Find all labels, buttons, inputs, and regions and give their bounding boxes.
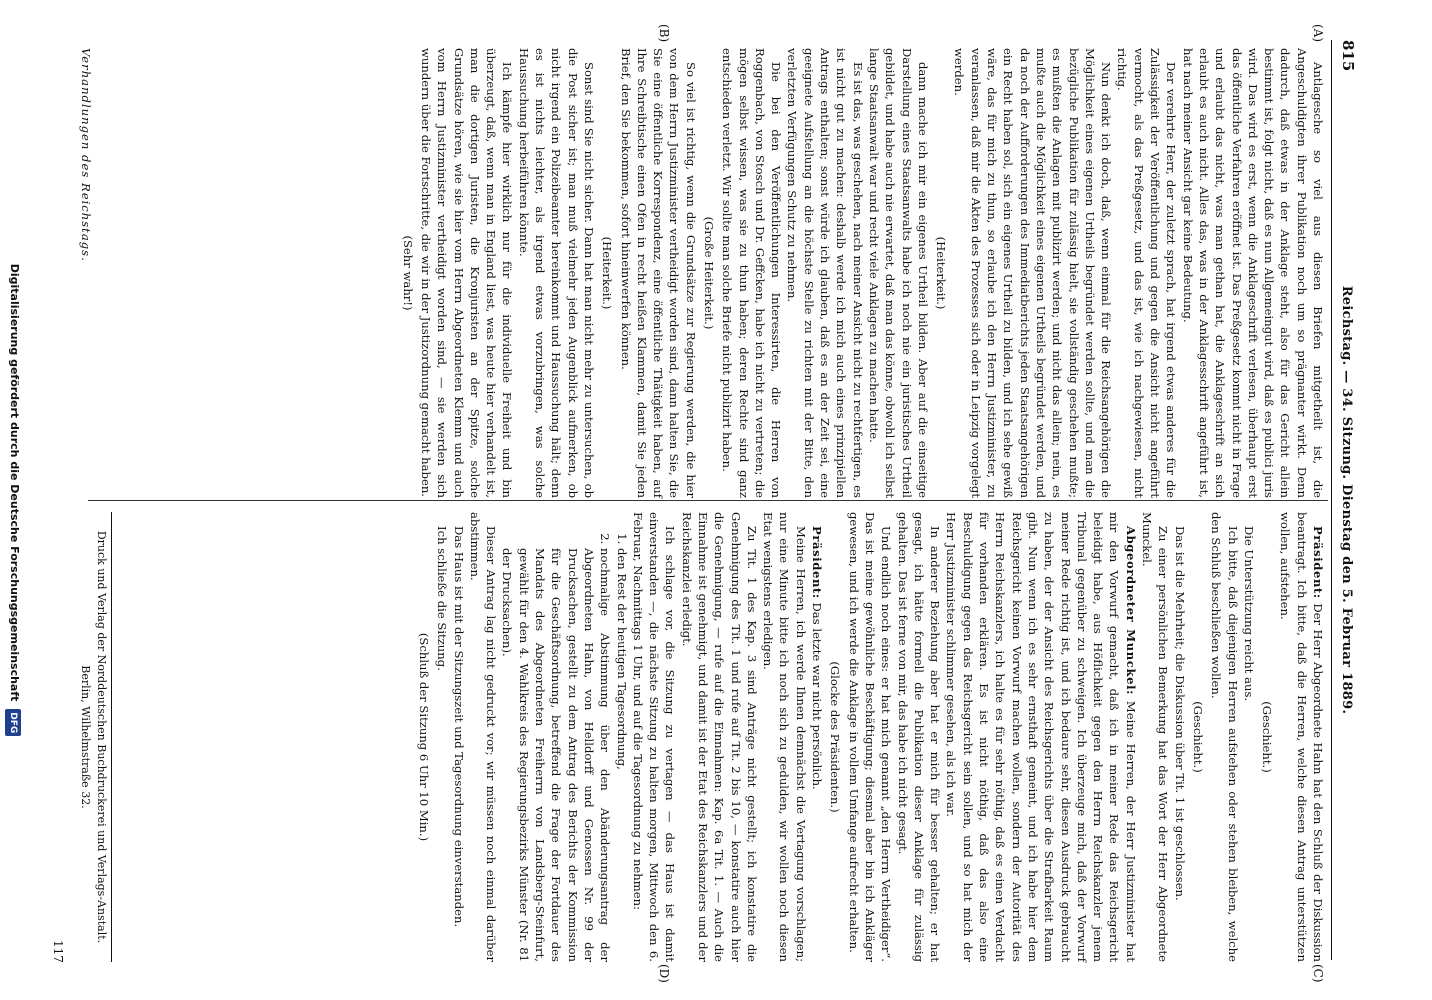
printer-line-1: Druck und Verlag der Norddeutschen Buchdruckerei und Verlags-Anstalt. xyxy=(93,512,112,962)
body-paragraph: Es ist das, was geschehen, nach meiner Ansicht nicht zu rechtfertigen, es ist nicht gut zu machen: deshalb werde ich mich auch eines prinzipiellen Antrags enthalten; sonst würde ich glauben, daß es an der Zeit sei, eine geeignete Aufstellung an die höchste Stelle zu richten mit der Bitte, den verletzten Verfügungen Schutz zu nehmen. xyxy=(785,48,865,498)
speech-paragraph xyxy=(809,512,825,962)
margin-mark-b: (B) xyxy=(657,24,671,43)
digitization-note xyxy=(5,0,22,1000)
speech-paragraph xyxy=(1277,512,1326,962)
agenda-item: 1. den Rest der heutigen Tagesordnung, xyxy=(613,548,629,962)
body-paragraph: Ich schließe die Sitzung. xyxy=(435,526,450,671)
footer-publication-title: Verhandlungen des Reichstags. xyxy=(79,48,93,262)
page-number: 815 xyxy=(1339,40,1357,72)
body-paragraph: Der verehrte Herr, der zuletzt sprach, hat irgend etwas anderes für die Zulässigkeit der Veröffentlichung und gegen die Ansicht nicht angeführt vermocht, als das Preßgesetz, und das ist, wie ich nachgewiesen, nicht richtig. xyxy=(1115,48,1179,498)
body-paragraph: Die bei den Veröffentlichungen Interessirten, die Herren von Roggenbach, von Stosch und Dr. Geffcken, habe ich nicht zu vertreten; die mögen selbst wissen, was sie zu thun haben; deren Rechte sind ganz entschieden verletzt. Wir sollte man solche Briefe nicht publizirt haben. xyxy=(720,48,784,498)
body-paragraph: Meine Herren, ich werde Ihnen demnächst die Vertagung vorschlagen; nur eine Minute bitte ich noch sich zu gedulden, wir wollen noch diesen Etat wenigstens erledigen. xyxy=(761,512,808,962)
right-column xyxy=(414,512,1326,962)
stage-direction: (Heiterkeit.) xyxy=(934,236,949,310)
body-paragraph: In anderer Beziehung aber hat er mich für besser gehalten; er hat gesagt, ich hätte formell die Publikation dieser Anklage für zulässig gehalten. Das ist ferne von mir, das habe ich nicht gesagt. xyxy=(895,512,943,962)
column-divider xyxy=(88,500,1328,501)
agenda-item: 2. nochmalige Abstimmung über den Abänderungsantrag der Abgeordneten Hahn, von Helldorff und Genossen Nr. 99 der Drucksachen, gestellt zu dem Antrag des Berichts der Kommission für die Geschäftsordnung, betreffend die Frage der Fortdauer des Mandats des Abgeordneten Freiherrn von Landsberg-Steinfurt, gewählt für den 4. Wahlkreis des Regierungsbezirks Münster (Nr. 81 der Drucksachen). xyxy=(499,548,613,962)
body-paragraph: Ich schlage vor, die Sitzung zu vertagen — das Haus ist damit einverstanden —, die nächste Sitzung zu halten morgen, Mittwoch den 6. Februar, Nachmittags 1 Uhr, und auf die Tagesordnung zu nehmen: xyxy=(630,512,678,962)
margin-mark-a: (A) xyxy=(1311,24,1325,43)
body-paragraph: Nun denkt ich doch, daß, wenn einmal für die Reichsangehörigen die Möglichkeit eines eigenen Urtheils begründet werden sollte, und man die bezügliche Publikation für zulässig hielt, sie vollständig geschehen mußte; es mußten die Anlagen mit publizirt werden; und nicht das allein; nein, es mußte auch die Möglichkeit eines eigenen Urtheils begründet werden, und da noch der Aufforderungen des Immediatberichts jeden Staatsangehörigen ein Recht haben sol, sich ein eigenes Urtheil zu bilden, und ich sehe gewiß wäre, das für mich zu thun, so erlaube ich den Herrn Justizminister, zu veranlassen, daß mir die Akten des Prozesses sich oder in Leipzig vorgelegt werden. xyxy=(952,48,1114,498)
stage-direction: (Glocke des Präsidenten.) xyxy=(828,661,843,813)
agenda-list xyxy=(499,512,629,962)
speaker-name: Präsident: xyxy=(1311,526,1325,599)
speech-text: Meine Herren, der Herr Justizminister hat mir den Vorwurf gemacht, daß ich in meiner Rede das Reichsgericht beleidigt habe, aus Höflichkeit gegen den Herrn Reichskanzler jenem Tribunal gegenüber zu schweigen. Ich überzeuge mich, daß der Vorwurf meiner Rede richtig ist, und ich bedaure sehr, diesen Ausdruck gebraucht zu haben, der der Ansicht des Reichsgerichts über die Strafbarkeit Raum gibt. Nun wenn ich es sehr ernsthaft gemeint, und ich habe hier dem Reichsgericht keinen Vorwurf machen wollen, sondern der Autorität des Herrn Reichskanzlers, ich halte es für sehr nöthig, daß es einen Verdacht für vorhanden erklären. Es ist nicht nöthig, daß das also eine Beschuldigung gegen das Reichsgericht sein sollen, und so hat mich der Herr Justizminister schlimmer gesehen, als ich war. xyxy=(944,512,1138,962)
body-paragraph: Ich bitte, daß diejenigen Herren aufstehen oder stehen bleiben, welche den Schluß beschließen wollen. xyxy=(1209,512,1240,962)
page-header xyxy=(1331,40,1358,960)
speech-paragraph xyxy=(943,512,1139,962)
speaker-name: Präsident: xyxy=(810,526,825,599)
running-title: Reichstag. — 34. Sitzung. Dienstag den 5. Februar 1889. xyxy=(1339,285,1354,715)
body-paragraph: Zu Tit. 1 des Kap. 3 sind Anträge nicht gestellt; ich konstatire die Genehmigung des Tit. 1 und rufe auf Tit. 2 bis 10, — konstatire auch hier die Genehmigung, — rufe auf die Einnahmen: Kap. 6a Tit. 1. — Auch die Einnahme ist genehmigt, und damit ist der Etat des Reichskanzlers und der Reichskanzlei erledigt. xyxy=(679,512,759,962)
stage-direction: (Heiterkeit.) xyxy=(600,236,615,310)
speech-text: Der Herr Abgeordnete Hahn hat den Schluß der Diskussion beantragt. Ich bitte, daß die Herren, welche diesen Antrag unterstützen wollen, aufstehen. xyxy=(1278,512,1325,962)
body-paragraph: Sonst sind Sie nicht sicher. Dann hat man nicht mehr zu untersuchen, ob die Post sicher ist; man muß vielmehr jeden Augenblick aufmerken, ob nicht irgend ein Polizeibeamter hereinkommt und Haussuchung hält; denn es ist nichts leichter, als irgend etwas vorzubringen, was solche Haussuchung herbeiführen könnte. xyxy=(516,48,596,498)
body-paragraph: Antlagesche so viel aus diesen Briefen mitgetheilt ist, die Angeschuldigten ihrer Publikation noch um so prägnanter wirkt. Denn dadurch, daß etwas in der Anklage steht, also für das Gericht allein bestimmt ist, folgt nicht, daß es nun Allgemeingut wird, daß es publici juris wird. Das wird es erst, wenn die Anklageschrift verlesen, überhaupt erst das öffentliche Verfahren eröffnet ist. Das Preßgesetz kommt nicht in Frage und erlaubt das nicht, was man gethan hat, die Anklageschrift an sich erlaubt es auch nicht. Alles das, was in der Anklagesschrift angeführt ist, hat nach meiner Ansicht gar keine Bedeutung. xyxy=(1180,48,1325,498)
body-paragraph: dann mache ich mir ein eigenes Urtheil bilden. Aber auf die einseitige Darstellung eines Staatsanwalts habe ich noch nie ein juristisches Urtheil gebildet, und habe auch nie erwartet, daß man das könne, obwohl ich selbst lange Staatsanwalt war und recht viele Anklagen zu machen hatte. xyxy=(866,48,930,498)
body-paragraph: Zu einer persönlichen Bemerkung hat das Wort der Herr Abgeordnete Munckel. xyxy=(1140,512,1171,962)
stage-direction: (Geschieht.) xyxy=(1260,701,1275,773)
speech-text: Das letzte war nicht persönlich. xyxy=(810,598,825,790)
body-paragraph: So viel ist richtig, wenn die Grundsätze zur Regierung werden, die hier von dem Herrn Justizminister vertheidigt worden sind, dann halten Sie, die Sie eine öffentliche Korrespondenz, eine öffentliche Thätigkeit haben, auf Ihre Schreibtische einen Ofen in recht heißen Klammen, damit Sie jeden Brief, den Sie bekommen, sofort hineinwerfen können. xyxy=(618,48,698,498)
printer-imprint xyxy=(76,512,114,962)
left-column xyxy=(397,48,1326,498)
stage-direction: (Sehr wahr!) xyxy=(400,235,415,311)
stage-direction: (Große Heiterkeit.) xyxy=(702,216,717,330)
body-paragraph: Ich kämpfe hier wirklich nur für die individuelle Freiheit und bin überzeugt, daß, wenn man in England liest, was heute hier verhandelt ist, man die dortigen Juristen, die Kronjuristen an der Spitze, solche Grundsätze hören, wie sie hier vom Herrn Abgeordneten Klemm und auch vom Herrn Justizminister vertheidigt worden sind, — sie werden sich wundern über die Fortschritte, die wir in der Justizordnung gemacht haben. xyxy=(418,48,515,498)
body-paragraph: Das Haus ist mit der Sitzungszeit und Tagesordnung einverstanden. xyxy=(451,526,466,928)
margin-mark-c: (C) xyxy=(1311,964,1325,983)
stage-direction: (Schluß der Sitzung 6 Uhr 10 Min.) xyxy=(416,632,431,842)
body-paragraph: Und endlich noch eines: er hat mich genannt „den Herrn Vertheidiger“. Das ist meine gewöhnliche Beschäftigung; diesmal aber bin ich Ankläger gewesen, und ich werde die Anklage in vollem Umfange aufrecht erhalten. xyxy=(846,512,894,962)
body-paragraph: Die Unterstützung reicht aus. xyxy=(1241,526,1256,702)
stage-direction: (Geschieht.) xyxy=(1190,701,1205,773)
margin-mark-d: (D) xyxy=(657,964,671,983)
speaker-name: Abgeordneter Munckel: xyxy=(1123,526,1138,695)
printer-line-2: Berlin, Wilhelmstraße 32. xyxy=(78,665,92,809)
body-paragraph: Das ist die Mehrheit; die Diskussion über Tit. 1 ist geschlossen. xyxy=(1172,526,1187,901)
sheet-number: 117 xyxy=(51,940,65,963)
dfg-logo-icon: DFG xyxy=(5,709,21,736)
body-paragraph: Dieser Antrag lag nicht gedruckt vor; wir müssen noch einmal darüber abstimmen. xyxy=(467,512,499,962)
digitization-text: Digitalisierung gefördert durch die Deutsche Forschungsgemeinschaft xyxy=(8,263,21,702)
